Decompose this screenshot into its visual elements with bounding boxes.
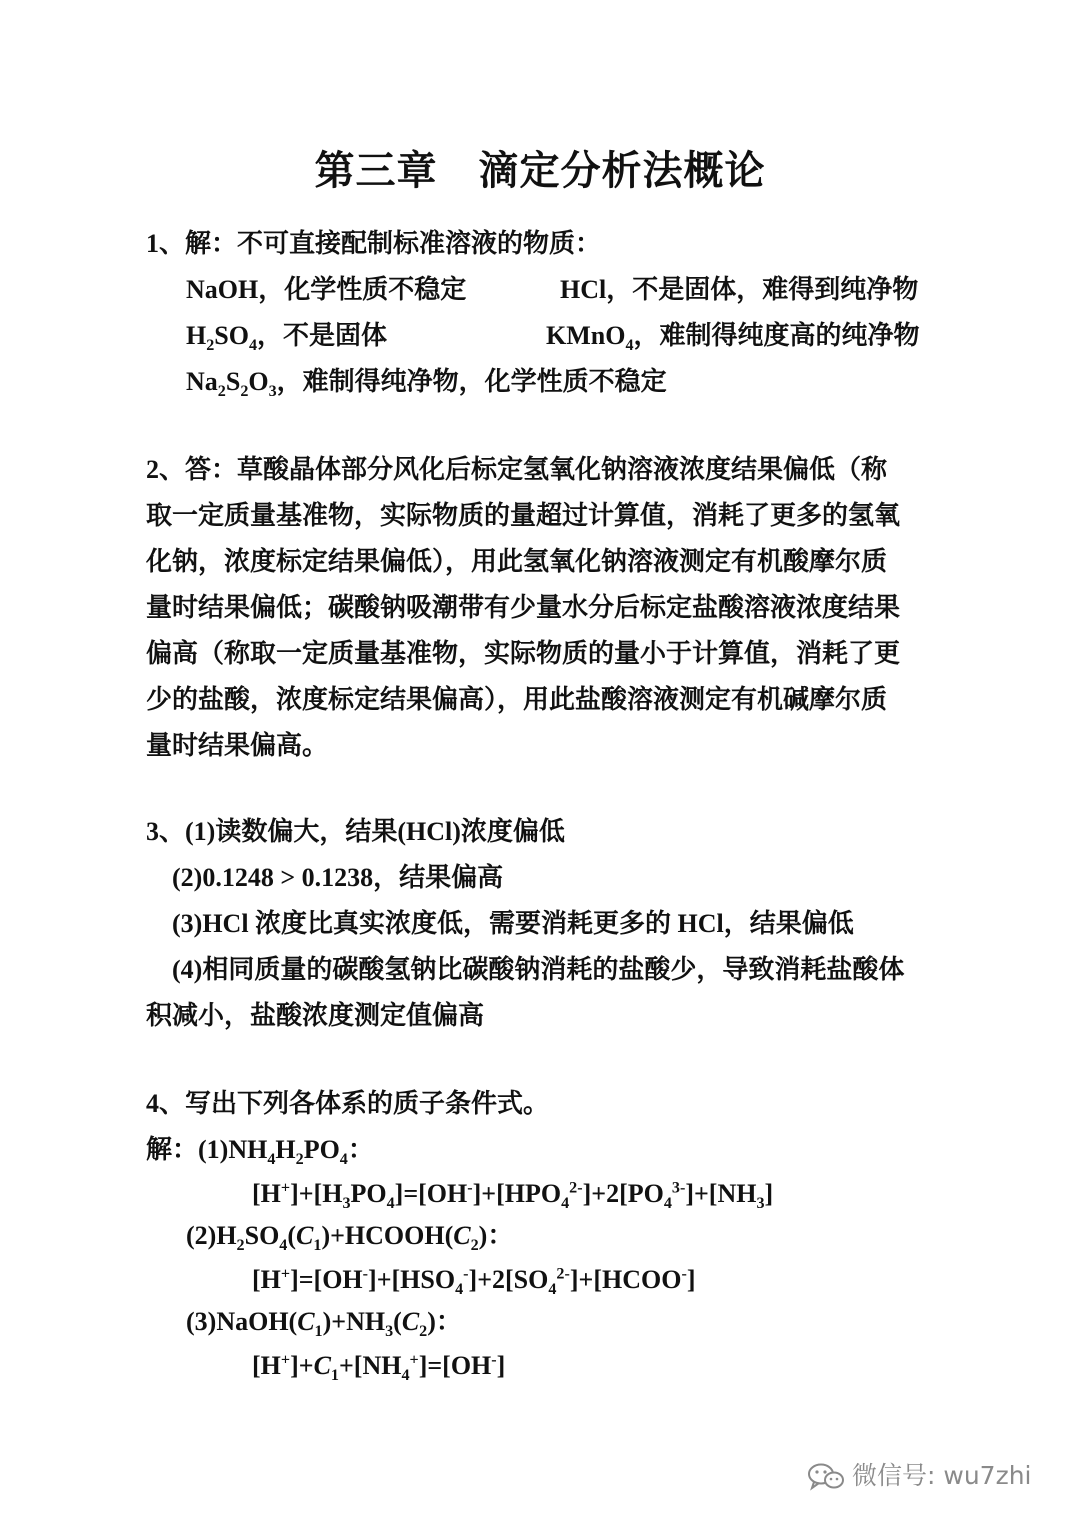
q2-line: 取一定质量基准物，实际物质的量超过计算值，消耗了更多的氢氧	[146, 501, 901, 530]
chapter-title: 第三章 滴定分析法概论	[314, 148, 766, 193]
q3-line: 积减小，盐酸浓度测定值偏高	[146, 1001, 485, 1030]
q1-naoh-line: NaOH，化学性质不稳定	[186, 275, 467, 304]
q3-line: 3、(1)读数偏大，结果(HCl)浓度偏低	[146, 817, 565, 846]
q4-part2-label: $(2)H_2SO_4(C_1)+HCOOH(C_2)$：	[186, 1221, 514, 1255]
q3-line: (4)相同质量的碳酸氢钠比碳酸钠消耗的盐酸少，导致消耗盐酸体	[172, 955, 905, 984]
q2-line: 少的盐酸，浓度标定结果偏高），用此盐酸溶液测定有机碱摩尔质	[146, 685, 888, 714]
q4-part3-label: $(3)NaOH(C_1)+NH_3(C_2)$：	[186, 1307, 462, 1341]
watermark	[806, 1460, 1031, 1492]
q2-line: 量时结果偏低；碳酸钠吸潮带有少量水分后标定盐酸溶液浓度结果	[146, 593, 901, 622]
q2-line: 2、答：草酸晶体部分风化后标定氢氧化钠溶液浓度结果偏低（称	[146, 455, 888, 484]
q4-equation-3: $[H^+]+C_1+[NH_4^+]=[OH^-]$	[252, 1351, 506, 1385]
q2-line: 化钠，浓度标定结果偏低），用此氢氧化钠溶液测定有机酸摩尔质	[146, 547, 888, 576]
q2-line: 量时结果偏高。	[146, 731, 329, 760]
q3-line: (3)HCl 浓度比真实浓度低，需要消耗更多的 HCl，结果偏低	[172, 909, 854, 938]
q4-equation-1: $[H^+]+[H_3PO_4]=[OH^-]+[HPO_4^{2-}]+2[PO_4^{3-}]+[NH_3]$	[252, 1179, 774, 1213]
q4-part1-label: 解：$(1)NH_4H_2PO_4$：	[146, 1135, 374, 1169]
q1-hcl-line: HCl，不是固体，难得到纯净物	[560, 275, 919, 304]
wechat-icon	[806, 1462, 846, 1492]
q4-equation-2: $[H^+]=[OH^-]+[HSO_4^-]+2[SO_4^{2-}]+[HCOO^-]$	[252, 1265, 696, 1299]
watermark-text: 微信号: wu7zhi	[852, 1461, 1032, 1490]
q1-h2so4-line: $H_2SO_4$，不是固体	[186, 321, 388, 355]
q3-line: (2)0.1248 > 0.1238，结果偏高	[172, 863, 504, 892]
q1-heading: 1、解：不可直接配制标准溶液的物质：	[146, 229, 602, 258]
q4-heading: 4、写出下列各体系的质子条件式。	[146, 1089, 550, 1118]
q1-na2s2o3-line: $Na_2S_2O_3$，难制得纯净物，化学性质不稳定	[186, 367, 667, 401]
q1-kmno4-line: KMnO$_4$，难制得纯度高的纯净物	[546, 321, 920, 355]
q2-line: 偏高（称取一定质量基准物，实际物质的量小于计算值，消耗了更	[146, 639, 901, 668]
